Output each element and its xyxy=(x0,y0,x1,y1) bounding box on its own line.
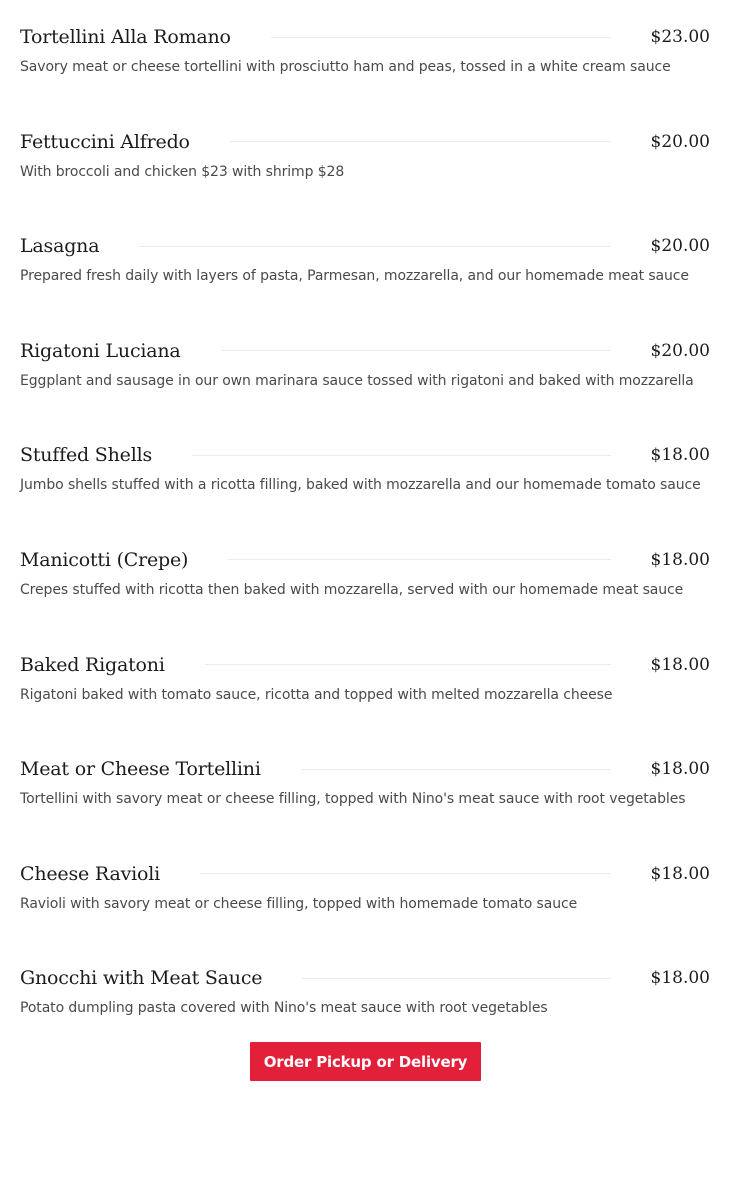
leader-line xyxy=(301,769,611,770)
menu-item-header xyxy=(20,754,710,784)
leader-line xyxy=(200,873,611,874)
menu-item-name: Stuffed Shells xyxy=(20,444,152,467)
menu-item-price: $20.00 xyxy=(650,236,710,257)
menu-item-name: Gnocchi with Meat Sauce xyxy=(20,967,263,990)
menu-item-name: Meat or Cheese Tortellini xyxy=(20,758,261,781)
menu-item xyxy=(20,545,710,650)
menu-item-header xyxy=(20,22,710,52)
menu-item-description: Tortellini with savory meat or cheese filling, topped with Nino's meat sauce with root vegetables xyxy=(20,791,686,808)
menu-item-header xyxy=(20,545,710,575)
menu-item-header xyxy=(20,963,710,993)
menu-item-name: Rigatoni Luciana xyxy=(20,339,181,362)
leader-line xyxy=(302,978,610,979)
menu-item-header xyxy=(20,440,710,470)
menu-item-price: $20.00 xyxy=(650,340,710,361)
menu-item xyxy=(20,127,710,232)
menu-item-description: Rigatoni baked with tomato sauce, ricotta and topped with melted mozzarella cheese xyxy=(20,686,613,703)
leader-line xyxy=(221,350,611,351)
menu-item-description: Prepared fresh daily with layers of pasta, Parmesan, mozzarella, and our homemade meat sauce xyxy=(20,268,689,285)
menu-item-name: Manicotti (Crepe) xyxy=(20,548,189,571)
menu-item-name: Fettuccini Alfredo xyxy=(20,130,190,153)
leader-line xyxy=(228,559,610,560)
menu-item-description: Ravioli with savory meat or cheese filling, topped with homemade tomato sauce xyxy=(20,895,578,912)
menu-item-price: $18.00 xyxy=(650,654,710,675)
leader-line xyxy=(139,246,610,247)
menu-item-header xyxy=(20,859,710,889)
menu-item xyxy=(20,231,710,336)
menu-item-description: With broccoli and chicken $23 with shrimp $28 xyxy=(20,163,345,180)
menu-item xyxy=(20,22,710,127)
menu-item xyxy=(20,336,710,441)
menu-item-header xyxy=(20,336,710,366)
menu-item-header xyxy=(20,231,710,261)
menu-item-price: $18.00 xyxy=(650,549,710,570)
menu-item xyxy=(20,754,710,859)
menu-item-description: Jumbo shells stuffed with a ricotta filling, baked with mozzarella and our homemade tomato sauce xyxy=(20,477,701,494)
menu-item-description: Potato dumpling pasta covered with Nino's meat sauce with root vegetables xyxy=(20,1000,548,1017)
menu-item-price: $18.00 xyxy=(650,968,710,989)
menu-item-price: $18.00 xyxy=(650,863,710,884)
menu-item xyxy=(20,859,710,964)
menu-item-name: Tortellini Alla Romano xyxy=(20,26,231,48)
leader-line xyxy=(271,37,611,38)
leader-line xyxy=(230,141,611,142)
order-pickup-delivery-button[interactable]: Order Pickup or Delivery xyxy=(250,1042,481,1081)
menu-item-name: Baked Rigatoni xyxy=(20,653,165,676)
menu-item-name: Cheese Ravioli xyxy=(20,862,160,885)
menu-list xyxy=(20,22,710,1068)
menu-item-price: $23.00 xyxy=(650,27,710,47)
leader-line xyxy=(205,664,611,665)
menu-item-header xyxy=(20,650,710,680)
menu-item xyxy=(20,650,710,755)
leader-line xyxy=(192,455,611,456)
menu-item-name: Lasagna xyxy=(20,235,100,258)
menu-item-price: $18.00 xyxy=(650,759,710,780)
menu-item-price: $18.00 xyxy=(650,445,710,466)
menu-item-header xyxy=(20,127,710,157)
menu-item-description: Savory meat or cheese tortellini with prosciutto ham and peas, tossed in a white cream sauce xyxy=(20,59,671,75)
menu-item-price: $20.00 xyxy=(650,131,710,152)
menu-item-description: Crepes stuffed with ricotta then baked with mozzarella, served with our homemade meat sauce xyxy=(20,581,684,598)
menu-item xyxy=(20,440,710,545)
menu-item-description: Eggplant and sausage in our own marinara sauce tossed with rigatoni and baked with mozzarella xyxy=(20,372,694,389)
